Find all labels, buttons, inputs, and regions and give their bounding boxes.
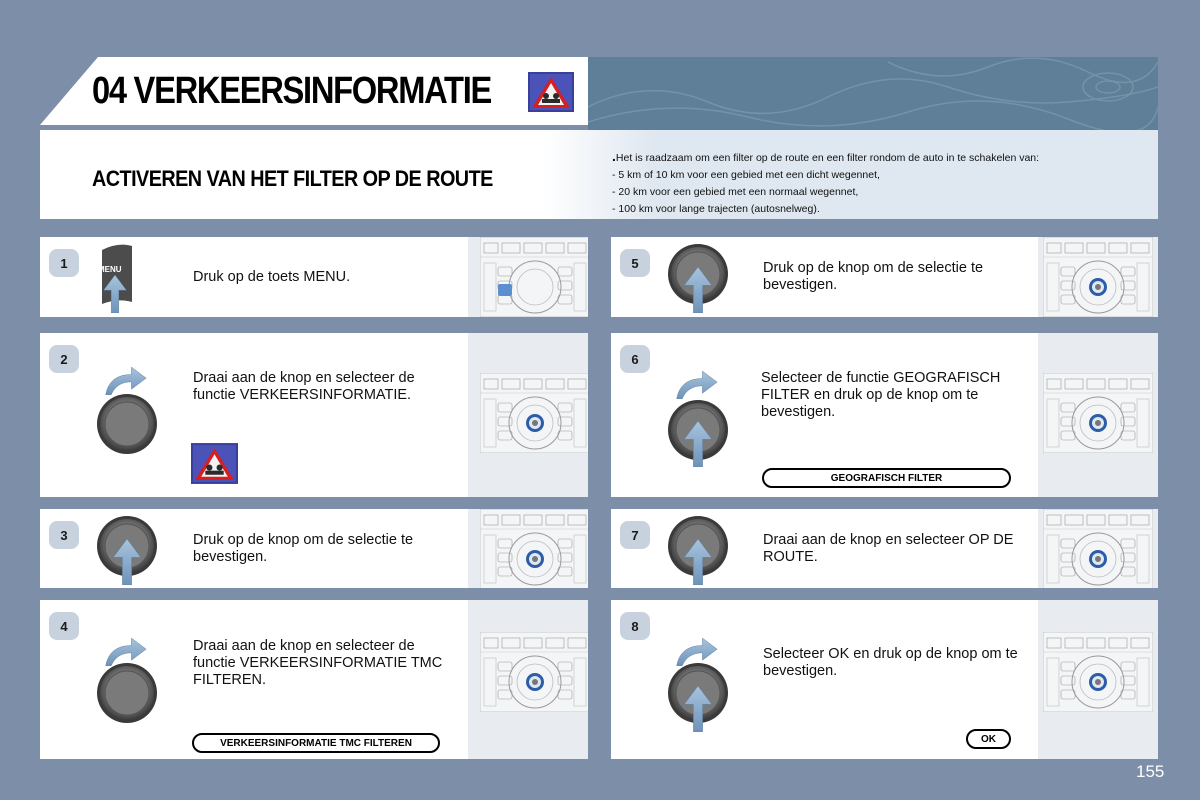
step-text: Draai aan de knop en selecteer de functie VERKEERSINFORMATIE TMC FILTEREN. <box>193 638 443 688</box>
step-number-badge: 5 <box>620 249 650 277</box>
rotary-knob-icon <box>96 662 158 724</box>
up-arrow-icon <box>102 275 128 313</box>
step-number-badge: 8 <box>620 612 650 640</box>
step-number-badge: 6 <box>620 345 650 373</box>
up-arrow-icon <box>113 539 141 585</box>
panel-knob-highlight <box>1088 413 1108 433</box>
section-subtitle: ACTIVEREN VAN HET FILTER OP DE ROUTE <box>92 166 493 191</box>
step-1-card <box>40 237 588 317</box>
panel-knob-highlight <box>1088 277 1108 297</box>
step-8-card <box>611 600 1158 759</box>
step-7-card <box>611 509 1158 588</box>
step-number-badge: 7 <box>620 521 650 549</box>
radio-panel-illustration <box>480 237 588 317</box>
step-5-card <box>611 237 1158 317</box>
rotary-knob-icon <box>96 393 158 455</box>
step-2-card <box>40 333 588 497</box>
info-line: - 100 km voor lange trajecten (autosnelweg). <box>612 203 820 215</box>
panel-knob-highlight <box>1088 549 1108 569</box>
step-3-card <box>40 509 588 588</box>
step-text: Druk op de knop om de selectie te bevestigen. <box>193 532 414 565</box>
step-number-badge: 4 <box>49 612 79 640</box>
up-arrow-icon <box>684 539 712 585</box>
step-6-card <box>611 333 1158 497</box>
menu-button-label: MENU <box>98 265 122 274</box>
ok-option-label: OK <box>966 729 1011 749</box>
step-number-badge: 3 <box>49 521 79 549</box>
traffic-warning-icon <box>191 443 238 484</box>
step-text: Druk op de knop om de selectie te bevestigen. <box>763 260 984 293</box>
page-title: 04 VERKEERSINFORMATIE <box>92 70 492 112</box>
panel-knob-highlight <box>525 549 545 569</box>
info-intro: .Het is raadzaam om een filter op de route en een filter rondom de auto in te schakelen van: <box>612 148 1040 164</box>
menu-key-highlight <box>497 283 513 297</box>
step-text: Draai aan de knop en selecteer OP DE ROUTE. <box>763 532 1014 565</box>
info-line: - 5 km of 10 km voor een gebied met een dicht wegennet, <box>612 169 880 181</box>
step-number-badge: 1 <box>49 249 79 277</box>
step-text: Draai aan de knop en selecteer de functie VERKEERSINFORMATIE. <box>193 370 415 403</box>
traffic-warning-icon <box>528 72 574 112</box>
info-box <box>612 148 1152 218</box>
menu-option-label: VERKEERSINFORMATIE TMC FILTEREN <box>192 733 440 753</box>
rotate-arrow-icon <box>673 367 719 401</box>
panel-knob-highlight <box>1088 672 1108 692</box>
panel-knob-highlight <box>525 672 545 692</box>
panel-knob-highlight <box>525 413 545 433</box>
up-arrow-icon <box>684 686 712 732</box>
page-number: 155 <box>1136 762 1165 781</box>
info-line: - 20 km voor een gebied met een normaal wegennet, <box>612 186 859 198</box>
map-band <box>588 57 1158 130</box>
step-text: Druk op de toets MENU. <box>193 269 351 285</box>
step-4-card <box>40 600 588 759</box>
step-text: Selecteer OK en druk op de knop om te bevestigen. <box>763 646 1018 679</box>
step-number-badge: 2 <box>49 345 79 373</box>
up-arrow-icon <box>684 421 712 467</box>
up-arrow-icon <box>684 267 712 313</box>
rotate-arrow-icon <box>102 363 148 397</box>
menu-option-label: GEOGRAFISCH FILTER <box>762 468 1011 488</box>
step-text: Selecteer de functie GEOGRAFISCH FILTER en druk op de knop om te bevestigen. <box>761 370 1001 420</box>
